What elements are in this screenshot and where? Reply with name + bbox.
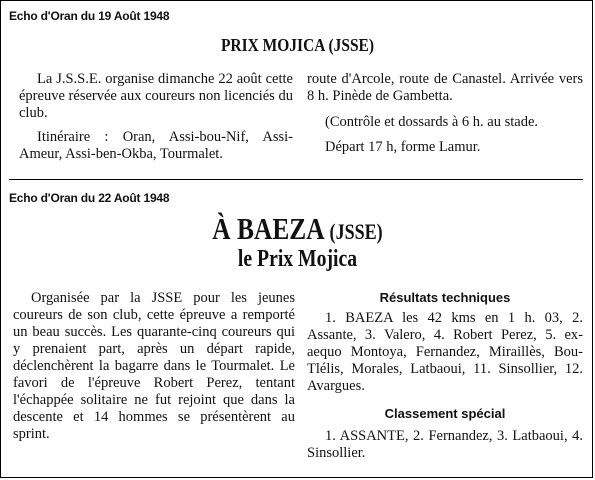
- article1-right-p3: Départ 17 h, forme Lamur.: [325, 139, 481, 155]
- article2-title-main: À BAEZA: [212, 211, 324, 246]
- special-ranking-text: 1. ASSANTE, 2. Fernandez, 3. Latbaoui, 4. Sinsollier.: [307, 428, 583, 461]
- article1-left-p1: La J.S.S.E. organise dimanche 22 août cette épreuve réservée aux coureurs non licenciés du club.: [19, 71, 293, 121]
- special-ranking-heading: Classement spécial: [384, 406, 506, 421]
- article2-subtitle: le Prix Mojica: [237, 246, 358, 272]
- results-text: 1. BAEZA les 42 kms en 1 h. 03, 2. Assante, 3. Valero, 4. Robert Perez, 5. ex-aequo Montoya, Fernandez, Miraillès, Bou-Tlélis, Morales, Latbaoui, 11. Sinsollier, 12. Avargues.: [307, 310, 583, 394]
- section-divider: [9, 179, 583, 180]
- article2-title-paren: (JSSE): [329, 219, 383, 244]
- results-heading: Résultats techniques: [379, 290, 511, 305]
- article1-left-column: [19, 71, 293, 163]
- article1-right-p1: route d'Arcole, route de Canastel. Arrivée vers 8 h. Pinède de Gambetta.: [307, 71, 583, 104]
- article1-title: PRIX MOJICA (JSSE): [220, 35, 375, 55]
- article2-source: Echo d'Oran du 22 Août 1948: [9, 191, 170, 205]
- article2-left-p1: Organisée par la JSSE pour les jeunes coureurs de son club, cette épreuve a remporté un beau succès. Les quarante-cinq coureurs qui y prenaient part, après un départ rapide, déclenchèrent la bagarre dans le Tourmalet. Le favori de l'épreuve Robert Perez, tentant l'échappée solitaire ne fut rejoint que dans la descente et 14 hommes se présentèrent au sprint.: [13, 290, 295, 442]
- article1-right-column: [307, 71, 583, 156]
- article2-title: [54, 212, 540, 249]
- article1-source: Echo d'Oran du 19 Août 1948: [9, 9, 170, 23]
- results-text-block: [307, 310, 583, 395]
- special-ranking-block: [307, 428, 583, 462]
- article2-left-column: [13, 290, 295, 443]
- article1-left-p2: Itinéraire : Oran, Assi-bou-Nif, Assi-Ameur, Assi-ben-Okba, Tourmalet.: [19, 129, 293, 162]
- article1-right-p2: (Contrôle et dossards à 6 h. au stade.: [325, 114, 539, 130]
